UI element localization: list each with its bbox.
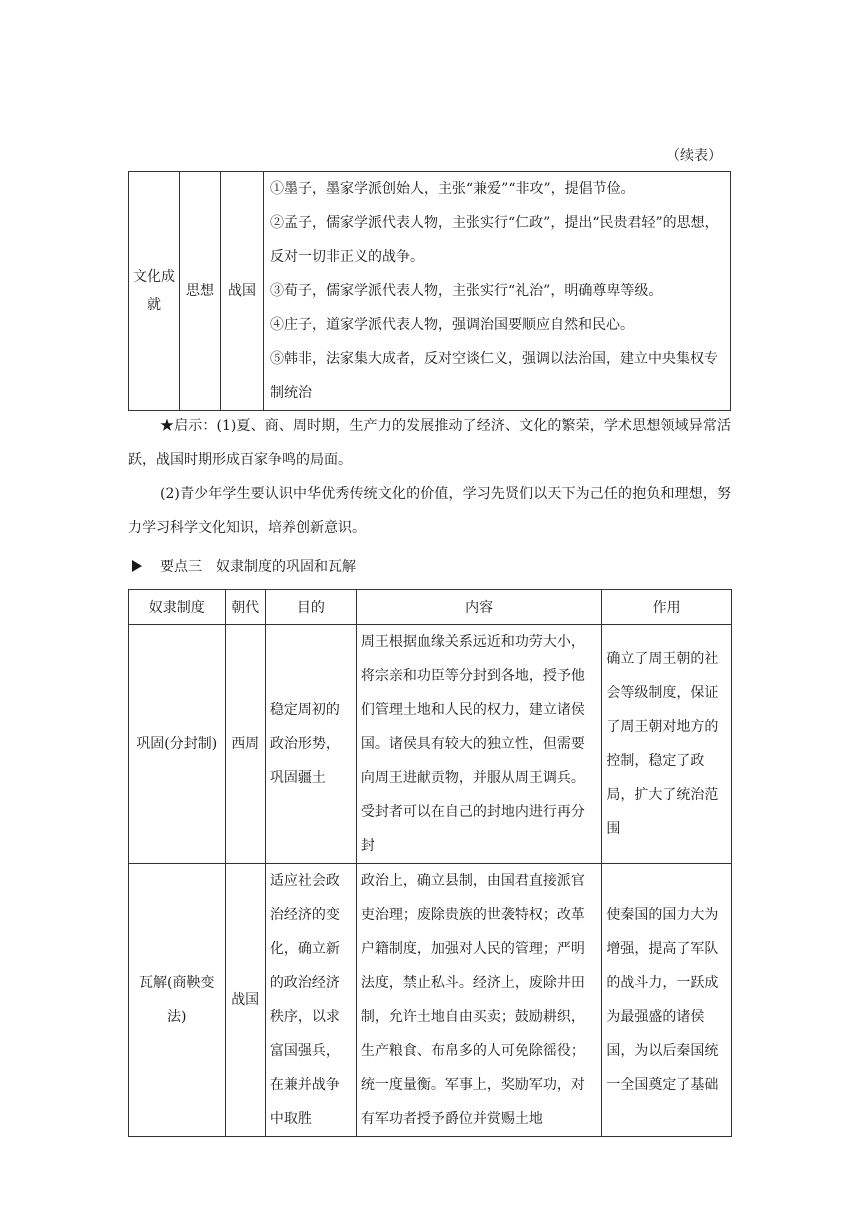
section-heading: [132, 556, 356, 576]
inspiration-paragraph-1: ★启示：(1)夏、商、周时期，生产力的发展推动了经济、文化的繁荣，学术思想领域异常活跃，战国时期形成百家争鸣的局面。: [128, 418, 731, 468]
purpose-cell: 稳定周初的政治形势，巩固疆土: [265, 625, 356, 864]
content-cell: 周王根据血缘关系远近和功劳大小，将宗亲和功臣等分封到各地，授予他们管理土地和人民的权力，建立诸侯国。诸侯具有较大的独立性，但需要向周王进献贡物，并服从周王调兵。受封者可以在自己的封地内进行再分封: [356, 625, 601, 864]
continued-table-note: （续表）: [666, 148, 722, 164]
slavery-system-table: [128, 589, 732, 1137]
table-header-row: [129, 590, 732, 625]
section-title: 要点三 奴隶制度的巩固和瓦解: [160, 559, 356, 575]
field-cell: 文化成就: [129, 172, 180, 411]
thinkers-cell: [264, 172, 731, 411]
header-dynasty: 朝代: [225, 590, 265, 625]
header-system: 奴隶制度: [129, 590, 226, 625]
inspiration-paragraph-2: (2)青少年学生要认识中华优秀传统文化的价值，学习先贤们以天下为己任的抱负和理想，努力学习科学文化知识，培养创新意识。: [128, 486, 731, 536]
triangle-bullet-icon: [132, 560, 142, 572]
table-row: [129, 864, 732, 1137]
system-cell: 瓦解(商鞅变法): [129, 864, 226, 1137]
effect-cell: 确立了周王朝的社会等级制度，保证了周王朝对地方的控制，稳定了政局，扩大了统治范围: [602, 625, 732, 864]
culture-achievements-table: [128, 171, 731, 411]
table-row: [129, 625, 732, 864]
thinker-hanfei: ⑤韩非，法家集大成者，反对空谈仁义，强调以法治国，建立中央集权专制统治: [270, 351, 718, 401]
thinker-zhuangzi: ④庄子，道家学派代表人物，强调治国要顺应自然和民心。: [270, 317, 634, 333]
era-cell: 战国: [221, 172, 264, 411]
thinker-mengzi: ②孟子，儒家学派代表人物，主张实行“仁政”，提出“民贵君轻”的思想，反对一切非正义的战争。: [270, 215, 719, 265]
content-cell: 政治上，确立县制，由国君直接派官吏治理；废除贵族的世袭特权；改革户籍制度，加强对人民的管理；严明法度，禁止私斗。经济上，废除井田制，允许土地自由买卖；鼓励耕织，生产粮食、布帛多的人可免除徭役；统一度量衡。军事上，奖励军功，对有军功者授予爵位并赏赐土地: [356, 864, 601, 1137]
thinker-mozi: ①墨子，墨家学派创始人，主张“兼爱”“非攻”，提倡节俭。: [270, 181, 635, 197]
header-content: 内容: [356, 590, 601, 625]
thinker-xunzi: ③荀子，儒家学派代表人物，主张实行“礼治”，明确尊卑等级。: [270, 283, 663, 299]
system-cell: 巩固(分封制): [129, 625, 226, 864]
header-purpose: 目的: [265, 590, 356, 625]
aspect-cell: 思想: [180, 172, 221, 411]
effect-cell: 使秦国的国力大为增强，提高了军队的战斗力，一跃成为最强盛的诸侯国，为以后秦国统一全国奠定了基础: [602, 864, 732, 1137]
dynasty-cell: 战国: [225, 864, 265, 1137]
dynasty-cell: 西周: [225, 625, 265, 864]
table-row: [129, 172, 731, 411]
header-effect: 作用: [602, 590, 732, 625]
purpose-cell: 适应社会政治经济的变化，确立新的政治经济秩序，以求富国强兵，在兼并战争中取胜: [265, 864, 356, 1137]
